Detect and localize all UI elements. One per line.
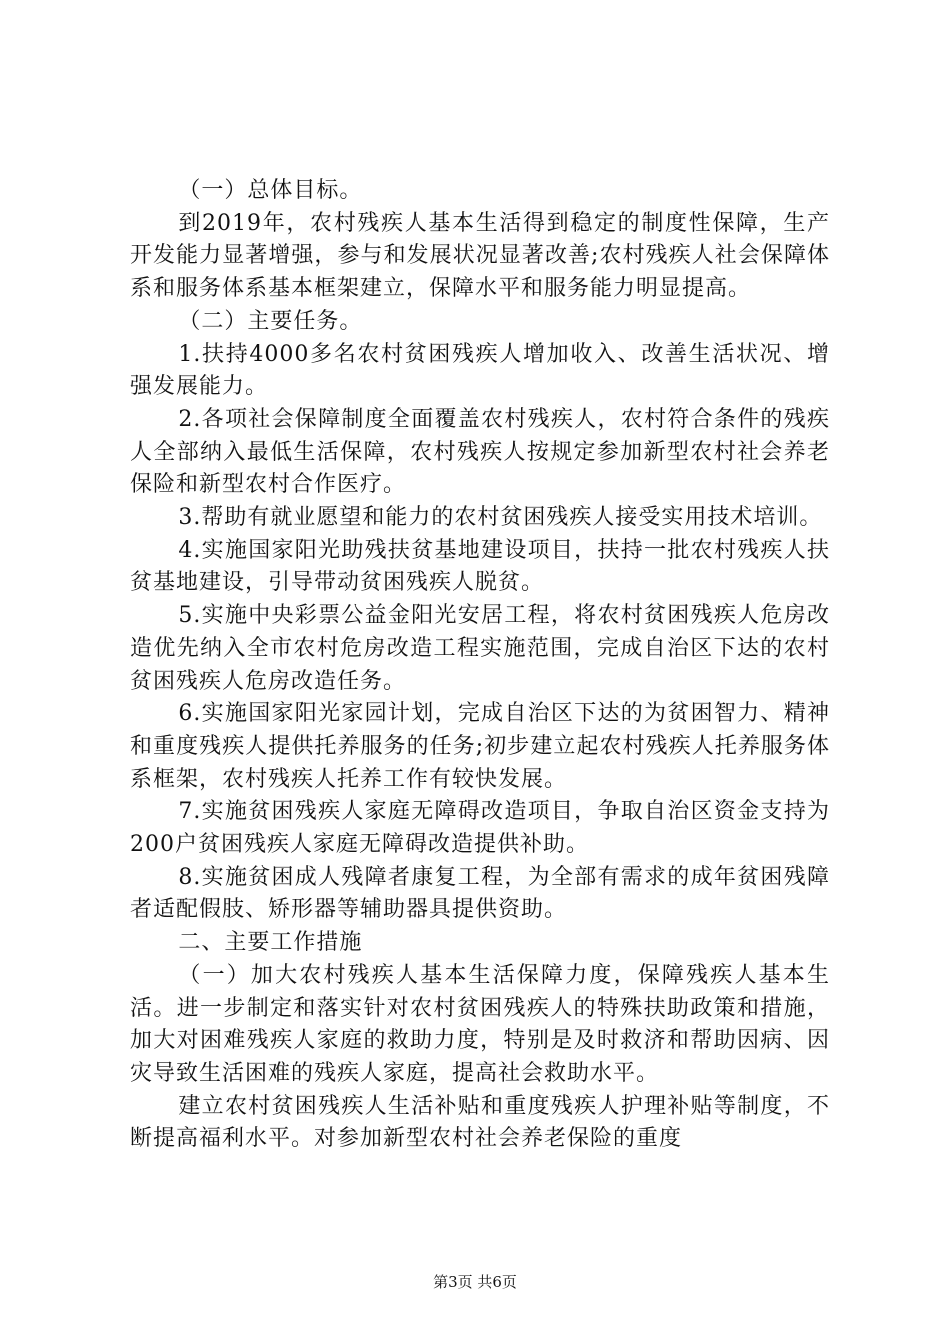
- document-body: [130, 175, 830, 1156]
- task-item-8: 8.实施贫困成人残障者康复工程，为全部有需求的成年贫困残障者适配假肢、矫形器等辅助器具提供资助。: [130, 864, 830, 923]
- task-item-5: 5.实施中央彩票公益金阳光安居工程，将农村贫困残疾人危房改造优先纳入全市农村危房改造工程实施范围，完成自治区下达的农村贫困残疾人危房改造任务。: [130, 603, 830, 694]
- task-item-4: 4.实施国家阳光助残扶贫基地建设项目，扶持一批农村残疾人扶贫基地建设，引导带动贫困残疾人脱贫。: [130, 537, 830, 596]
- section-heading-main-measures: 二、主要工作措施: [178, 930, 363, 956]
- section-heading-overall-goal: （一）总体目标。: [178, 178, 363, 203]
- task-item-1: 1.扶持4000多名农村贫困残疾人增加收入、改善生活状况、增强发展能力。: [130, 341, 830, 400]
- paragraph-overall-goal: 到2019年，农村残疾人基本生活得到稳定的制度性保障，生产开发能力显著增强，参与和发展状况显著改善;农村残疾人社会保障体系和服务体系基本框架建立，保障水平和服务能力明显提高。: [130, 210, 830, 302]
- task-item-3: 3.帮助有就业愿望和能力的农村贫困残疾人接受实用技术培训。: [178, 505, 823, 531]
- paragraph-subsidy-system: 建立农村贫困残疾人生活补贴和重度残疾人护理补贴等制度，不断提高福利水平。对参加新型农村社会养老保险的重度: [130, 1093, 830, 1152]
- measure-item-1: （一）加大农村残疾人基本生活保障力度，保障残疾人基本生活。进一步制定和落实针对农村贫困残疾人的特殊扶助政策和措施，加大对困难残疾人家庭的救助力度，特别是及时救济和帮助因病、因灾导致生活困难的残疾人家庭，提高社会救助水平。: [130, 962, 830, 1086]
- page-footer: 第3页 共6页: [433, 1273, 517, 1291]
- task-item-2: 2.各项社会保障制度全面覆盖农村残疾人，农村符合条件的残疾人全部纳入最低生活保障，农村残疾人按规定参加新型农村社会养老保险和新型农村合作医疗。: [130, 406, 830, 498]
- task-item-7: 7.实施贫困残疾人家庭无障碍改造项目，争取自治区资金支持为200户贫困残疾人家庭无障碍改造提供补助。: [130, 799, 830, 858]
- section-heading-main-tasks: （二）主要任务。: [178, 308, 363, 334]
- task-item-6: 6.实施国家阳光家园计划，完成自治区下达的为贫困智力、精神和重度残疾人提供托养服务的任务;初步建立起农村残疾人托养服务体系框架，农村残疾人托养工作有较快发展。: [130, 701, 830, 792]
